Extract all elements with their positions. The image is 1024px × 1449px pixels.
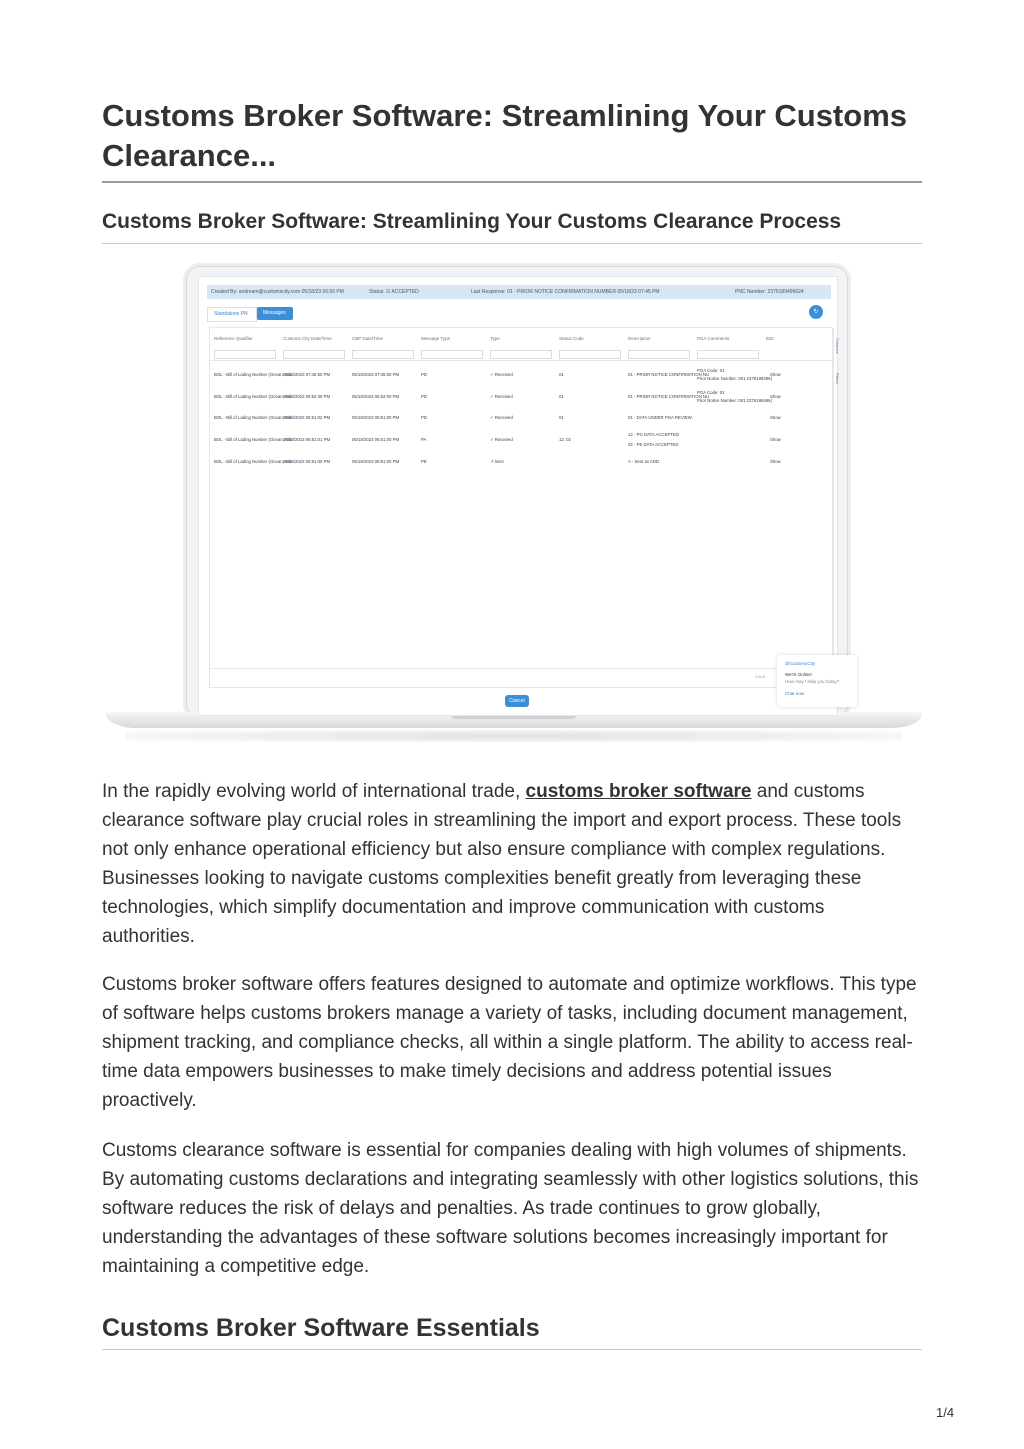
show-edi-link[interactable]: Show xyxy=(770,394,781,399)
laptop-mockup-image xyxy=(106,264,922,750)
column-header[interactable]: Type xyxy=(490,336,500,341)
cell-cc-date: 05/18/2023 07:45:50 PM xyxy=(283,372,331,377)
filter-input[interactable] xyxy=(352,350,414,359)
filter-input[interactable] xyxy=(697,350,759,359)
paragraph-clearance: Customs clearance software is essential for companies dealing with high volumes of shipments. By automating customs declarations and integrating seamlessly with other logistics solutions, this software reduces the risk of delays and penalties. As trade continues to grow globally, understanding the advantages of these software solutions becomes increasingly important for maintaining a competitive edge. xyxy=(102,1140,919,1277)
tab-messages[interactable]: Messages xyxy=(257,307,293,320)
cell-pga-code: PGA Code: 01 xyxy=(697,390,725,395)
intro-text-end: and customs clearance software play crucial roles in streamlining the import and export process. These tools not only enhance operational efficiency but also ensure compliance with complex regulations. Businesses looking to navigate customs complexities benefit greatly from leveraging these technologies, which simplify documentation and improve communication with customs authorities. xyxy=(102,781,902,947)
cell-pga-notice: Prior Notice Number: 001 2376198496( xyxy=(697,376,773,381)
cell-reference: BOL - Bill of Lading Number (Ocean, Rai xyxy=(214,437,292,442)
chat-widget[interactable] xyxy=(777,655,857,707)
page-number: 1/4 xyxy=(936,1405,955,1420)
filter-input[interactable] xyxy=(559,350,621,359)
page-title: Customs Broker Software: Streamlining Your Customs Clearance... xyxy=(102,98,908,173)
paragraph-features: Customs broker software offers features designed to automate and optimize workflows. This type of software helps customs brokers manage a variety of tasks, including document management, shipment tracking, and compliance checks, all within a single platform. The ability to access real-time data empowers businesses to make timely decisions and address potential issues proactively. xyxy=(102,974,917,1111)
filter-input[interactable] xyxy=(490,350,552,359)
table-row[interactable] xyxy=(210,410,832,428)
filter-input[interactable] xyxy=(421,350,483,359)
cell-cbp-date: 05/18/2023 06:52:00 PM xyxy=(352,394,400,399)
column-header[interactable]: Description xyxy=(628,336,651,341)
entry-status-bar xyxy=(207,285,831,299)
cell-reference: BOL - Bill of Lading Number (Ocean, Rai xyxy=(214,394,292,399)
cell-type: ✓ Received xyxy=(490,415,513,420)
customs-broker-software-link[interactable]: customs broker software xyxy=(525,781,752,802)
cell-description: 01 - DATA UNDER PGA REVIEW xyxy=(628,415,692,420)
cell-message-type: PE xyxy=(421,459,427,464)
cell-status-code: 01 xyxy=(559,372,564,377)
cell-description: 01 - PRIOR NOTICE CONFIRMATION NU xyxy=(628,394,710,399)
title-divider xyxy=(102,181,922,183)
table-row[interactable] xyxy=(210,388,832,408)
section-divider xyxy=(102,1349,922,1350)
subtitle-divider xyxy=(102,243,922,244)
column-header[interactable]: EDI xyxy=(766,336,774,341)
chat-prompt: How may I help you today? xyxy=(785,679,840,684)
cell-reference: BOL - Bill of Lading Number (Ocean, Rai xyxy=(214,459,292,464)
cell-cbp-date: 05/18/2023 07:45:00 PM xyxy=(352,372,400,377)
cell-type: ✓ Received xyxy=(490,437,513,442)
cell-message-type: PD xyxy=(421,372,427,377)
columns-toggle[interactable]: Columns xyxy=(835,338,840,354)
chat-handle: @CustomsCity xyxy=(785,661,816,666)
show-edi-link[interactable]: Show xyxy=(770,415,781,420)
cancel-button[interactable]: Cancel xyxy=(505,695,529,707)
cell-cc-date: 05/18/2023 06:51:02 PM xyxy=(283,415,331,420)
chat-now-link[interactable]: Chat now xyxy=(785,691,805,696)
cell-status-code: 01 xyxy=(559,394,564,399)
cell-status-code: 01 xyxy=(559,415,564,420)
column-header[interactable]: CBP Date/Time xyxy=(352,336,384,341)
cell-status-code: 12, 02 xyxy=(559,437,571,442)
cell-type: ↗ Sent xyxy=(490,459,504,464)
column-header[interactable]: Customs City Date/Time xyxy=(283,336,332,341)
pagination-info: 1 to 5 xyxy=(755,674,766,679)
cell-cbp-date: 05/18/2023 06:51:00 PM xyxy=(352,437,400,442)
cell-cbp-date: 05/18/2023 06:51:00 PM xyxy=(352,415,400,420)
show-edi-link[interactable]: Show xyxy=(770,437,781,442)
cell-reference: BOL - Bill of Lading Number (Ocean, Rai xyxy=(214,415,292,420)
filter-input[interactable] xyxy=(628,350,690,359)
cell-message-type: PA xyxy=(421,437,427,442)
cell-description: A - Sent as ADD xyxy=(628,459,660,464)
filter-input[interactable] xyxy=(214,350,276,359)
column-header[interactable]: Message Type xyxy=(421,336,451,341)
created-by-text: Created By: andream@customscity.com 05/18/23 06:50 PM xyxy=(211,289,344,295)
cell-message-type: PD xyxy=(421,415,427,420)
cell-cc-date: 05/18/2023 06:52:39 PM xyxy=(283,394,331,399)
cell-description: 01 - PRIOR NOTICE CONFIRMATION NU xyxy=(628,372,710,377)
grid-side-panel xyxy=(833,328,842,668)
grid-footer xyxy=(209,667,833,688)
chat-online: We're Online! xyxy=(785,672,813,677)
cell-type: ✓ Received xyxy=(490,394,513,399)
table-row[interactable] xyxy=(210,366,832,386)
cell-message-type: PD xyxy=(421,394,427,399)
paragraph-intro xyxy=(102,777,922,951)
cell-description: 12 - PG DATA ACCEPTED xyxy=(628,432,679,437)
pnc-number-text: PNC Number: 2376189499624 xyxy=(735,289,804,295)
column-header[interactable]: PGA Comments xyxy=(697,336,730,341)
cell-cc-date: 05/18/2023 06:51:00 PM xyxy=(283,459,331,464)
cell-pga-notice: Prior Notice Number: 001 2376198496( xyxy=(697,398,773,403)
show-edi-link[interactable]: Show xyxy=(770,372,781,377)
cell-pga-code: PGA Code: 01 xyxy=(697,368,725,373)
column-header[interactable]: Status Code xyxy=(559,336,584,341)
cell-cbp-date: 05/18/2023 06:51:00 PM xyxy=(352,459,400,464)
refresh-icon[interactable]: ↻ xyxy=(809,305,823,319)
cell-description-2: 02 - PE DATA ACCEPTED xyxy=(628,442,679,447)
column-header[interactable]: Reference Qualifier xyxy=(214,336,253,341)
show-edi-link[interactable]: Show xyxy=(770,459,781,464)
table-row[interactable] xyxy=(210,454,832,472)
filters-toggle[interactable]: Filters xyxy=(835,373,840,384)
cell-reference: BOL - Bill of Lading Number (Ocean, Rai xyxy=(214,372,292,377)
article-subtitle: Customs Broker Software: Streamlining Your Customs Clearance Process xyxy=(102,210,842,233)
last-response-text: Last Response: 01 - PRIOR NOTICE CONFIRMATION NUMBER 05/18/23 07:45 PM xyxy=(471,289,660,295)
tab-standalone-pn[interactable]: Standalone PN xyxy=(207,307,257,322)
section-heading: Customs Broker Software Essentials xyxy=(102,1314,540,1342)
table-row[interactable] xyxy=(210,430,832,452)
filter-input[interactable] xyxy=(283,350,345,359)
intro-text-start: In the rapidly evolving world of international trade, xyxy=(102,781,526,802)
grid-header xyxy=(210,328,832,361)
messages-grid xyxy=(209,327,840,669)
laptop-screen xyxy=(198,276,838,716)
cell-type: ✓ Received xyxy=(490,372,513,377)
laptop-shadow xyxy=(126,730,902,742)
cell-cc-date: 05/18/2023 06:51:01 PM xyxy=(283,437,331,442)
status-text: Status: ☑ ACCEPTED xyxy=(369,289,419,295)
